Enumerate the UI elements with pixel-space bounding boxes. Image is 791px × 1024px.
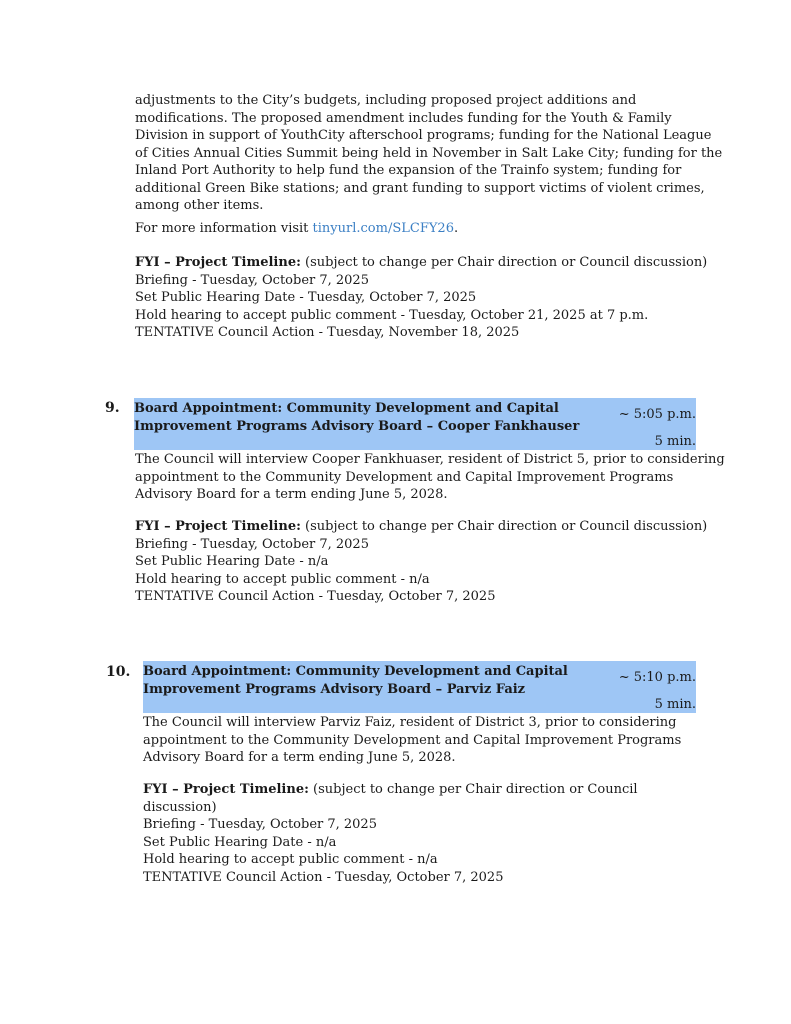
text-line: of Cities Annual Cities Summit being held in November in Salt Lake City; funding for the — [135, 145, 723, 161]
timeline-note: (subject to change per Chair direction or Council discussion) — [300, 255, 708, 270]
timeline-note: (subject to change per Chair direction or Council — [308, 782, 638, 797]
timeline-line: Briefing - Tuesday, October 7, 2025 — [135, 272, 369, 288]
item-timeline — [143, 781, 638, 886]
text-line: Advisory Board for a term ending June 5, 2028. — [135, 487, 448, 502]
text-line: Advisory Board for a term ending June 5, 2028. — [143, 750, 456, 765]
more-info-suffix: . — [453, 221, 459, 236]
item-number: 9. — [105, 400, 120, 416]
text-line: The Council will interview Cooper Fankhuaser, resident of District 5, prior to considering — [135, 452, 725, 467]
timeline-label: FYI – Project Timeline: — [135, 255, 301, 270]
text-line: additional Green Bike stations; and grant funding to support victims of violent crimes, — [135, 180, 705, 196]
text-line: modifications. The proposed amendment includes funding for the Youth & Family — [135, 110, 672, 126]
text-line: appointment to the Community Development and Capital Improvement Programs — [135, 469, 674, 485]
timeline-label: FYI – Project Timeline: — [135, 519, 301, 534]
text-line: The Council will interview Parviz Faiz, resident of District 3, prior to considering — [143, 715, 677, 730]
intro-timeline — [135, 254, 707, 342]
item-description — [143, 714, 681, 767]
timeline-line: Hold hearing to accept public comment - n/a — [143, 852, 438, 867]
more-info-link[interactable]: tinyurl.com/SLCFY26 — [312, 221, 454, 236]
timeline-heading — [143, 781, 638, 799]
more-info-line — [135, 220, 458, 238]
text-line: adjustments to the City’s budgets, including proposed project additions and — [135, 93, 637, 108]
item-timeline — [135, 518, 707, 606]
item-title-line: Board Appointment: Community Development and Capital — [134, 401, 559, 416]
timeline-line: Set Public Hearing Date - n/a — [135, 554, 329, 569]
item-title-line: Board Appointment: Community Development and Capital — [143, 664, 568, 679]
timeline-note-continued: discussion) — [143, 799, 217, 815]
item-title — [143, 661, 596, 697]
timeline-line: TENTATIVE Council Action - Tuesday, October 7, 2025 — [135, 589, 496, 604]
more-info-prefix: For more information visit — [135, 221, 313, 236]
item-title — [134, 398, 596, 434]
timeline-line: Set Public Hearing Date - Tuesday, October 7, 2025 — [135, 290, 477, 305]
timeline-heading — [135, 254, 707, 272]
item-duration: 5 min. — [143, 697, 696, 713]
timeline-line: TENTATIVE Council Action - Tuesday, November 18, 2025 — [135, 325, 520, 340]
timeline-line: Hold hearing to accept public comment - Tuesday, October 21, 2025 at 7 p.m. — [135, 307, 649, 323]
text-line: among other items. — [135, 198, 264, 213]
item-title-line: Improvement Programs Advisory Board – Parviz Faiz — [143, 681, 526, 697]
item-description — [135, 451, 725, 504]
text-line: appointment to the Community Development and Capital Improvement Programs — [143, 732, 682, 748]
item-time: ~ 5:10 p.m. — [596, 661, 696, 697]
timeline-line: Set Public Hearing Date - n/a — [143, 834, 337, 850]
item-time: ~ 5:05 p.m. — [596, 398, 696, 434]
item-title-line: Improvement Programs Advisory Board – Cooper Fankhauser — [134, 418, 580, 434]
timeline-label: FYI – Project Timeline: — [143, 782, 309, 797]
text-line: Inland Port Authority to help fund the expansion of the Trainfo system; funding for — [135, 163, 682, 178]
timeline-line: Briefing - Tuesday, October 7, 2025 — [135, 536, 369, 552]
item-number: 10. — [106, 664, 131, 680]
timeline-line: Hold hearing to accept public comment - n/a — [135, 571, 430, 587]
timeline-line: Briefing - Tuesday, October 7, 2025 — [143, 817, 377, 832]
timeline-note: (subject to change per Chair direction or Council discussion) — [300, 519, 708, 534]
text-line: Division in support of YouthCity afterschool programs; funding for the National League — [135, 128, 712, 143]
item-duration: 5 min. — [134, 434, 696, 450]
timeline-line: TENTATIVE Council Action - Tuesday, October 7, 2025 — [143, 869, 504, 885]
timeline-heading — [135, 518, 707, 536]
intro-paragraph — [135, 92, 722, 215]
